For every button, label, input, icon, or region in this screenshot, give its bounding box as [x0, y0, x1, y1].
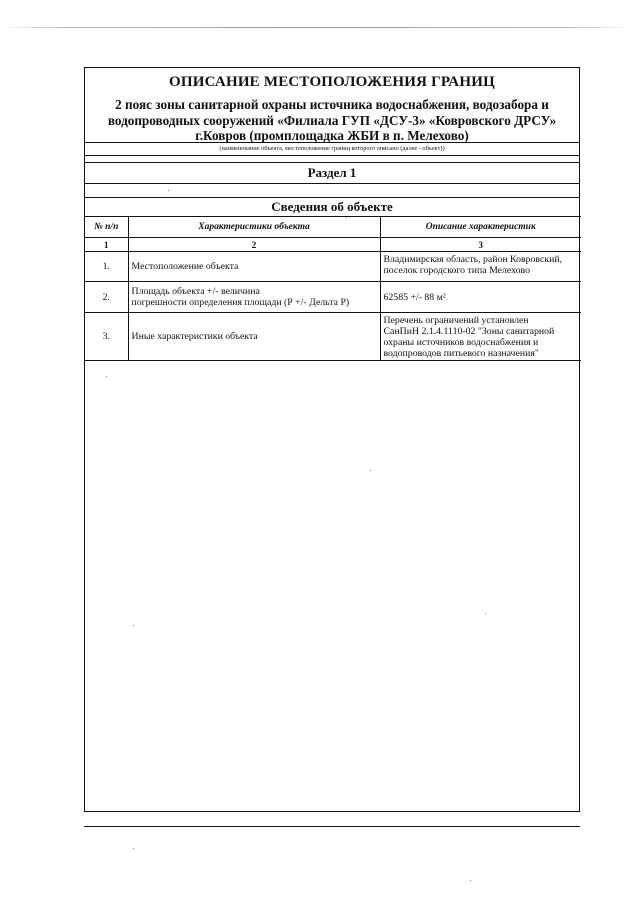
column-index-row — [85, 238, 581, 252]
row-characteristic — [128, 282, 380, 313]
scan-speck — [133, 848, 134, 849]
row-number: 1. — [85, 252, 128, 282]
document-header — [85, 68, 579, 143]
document-title: ОПИСАНИЕ МЕСТОПОЛОЖЕНИЯ ГРАНИЦ — [169, 74, 495, 90]
scan-speck — [470, 880, 471, 881]
column-header-characteristic: Характеристики объекта — [128, 217, 380, 238]
scan-speck — [346, 217, 347, 218]
row-number: 2. — [85, 282, 128, 313]
object-characteristics-table — [85, 216, 581, 361]
column-index: 2 — [128, 238, 380, 252]
column-header-number: № п/п — [85, 217, 128, 238]
object-info-heading: Сведения об объекте — [85, 198, 579, 217]
table-row — [85, 282, 581, 313]
column-header-description: Описание характеристик — [380, 217, 581, 238]
table-row — [85, 252, 581, 282]
scan-speck — [485, 613, 486, 614]
footer-rule — [84, 826, 580, 827]
description-line: водопроводов питьевого назначения" — [383, 348, 539, 359]
object-caption: (наименование объекта, местоположение границ которого описано (далее - объект)) — [85, 143, 579, 156]
column-index: 3 — [380, 238, 581, 252]
characteristic-line: Площадь объекта +/- величина — [131, 286, 260, 297]
scan-speck — [106, 376, 107, 377]
column-index: 1 — [85, 238, 128, 252]
row-description — [380, 252, 581, 282]
table-row — [85, 313, 581, 361]
description-line: СанПиН 2.1.4.1110-02 "Зоны санитарной — [383, 326, 555, 337]
row-characteristic: Иные характеристики объекта — [128, 313, 380, 361]
scan-speck — [168, 190, 169, 191]
row-characteristic: Местоположение объекта — [128, 252, 380, 282]
description-line: Владимирская область, район Ковровский, — [383, 254, 563, 265]
description-line: Перечень ограничений установлен — [383, 315, 529, 326]
spacer-row — [85, 156, 579, 163]
document-subtitle — [91, 97, 573, 144]
subtitle-line-2: водопроводных сооружений «Филиала ГУП «ДСУ-3» «Ковровского ДРСУ» — [107, 112, 557, 128]
scan-speck — [133, 625, 134, 626]
subtitle-line-3: г.Ковров (промплощадка ЖБИ в п. Мелехово) — [195, 128, 469, 143]
scan-edge-line — [0, 27, 633, 28]
description-line: поселок городского типа Мелехово — [383, 265, 530, 276]
row-description: 62585 +/- 88 м² — [380, 282, 581, 313]
spacer-row — [85, 184, 579, 198]
subtitle-line-1: 2 пояс зоны санитарной охраны источника водоснабжения, водозабора и — [115, 97, 549, 112]
row-description — [380, 313, 581, 361]
characteristic-line: погрешности определения площади (Р +/- Дельта Р) — [131, 297, 350, 308]
section-title: Раздел 1 — [85, 163, 579, 184]
row-number: 3. — [85, 313, 128, 361]
document-frame — [84, 67, 580, 812]
description-line: охраны источников водоснабжения и — [383, 337, 539, 348]
table-header-row — [85, 217, 581, 238]
scan-speck — [370, 470, 371, 471]
